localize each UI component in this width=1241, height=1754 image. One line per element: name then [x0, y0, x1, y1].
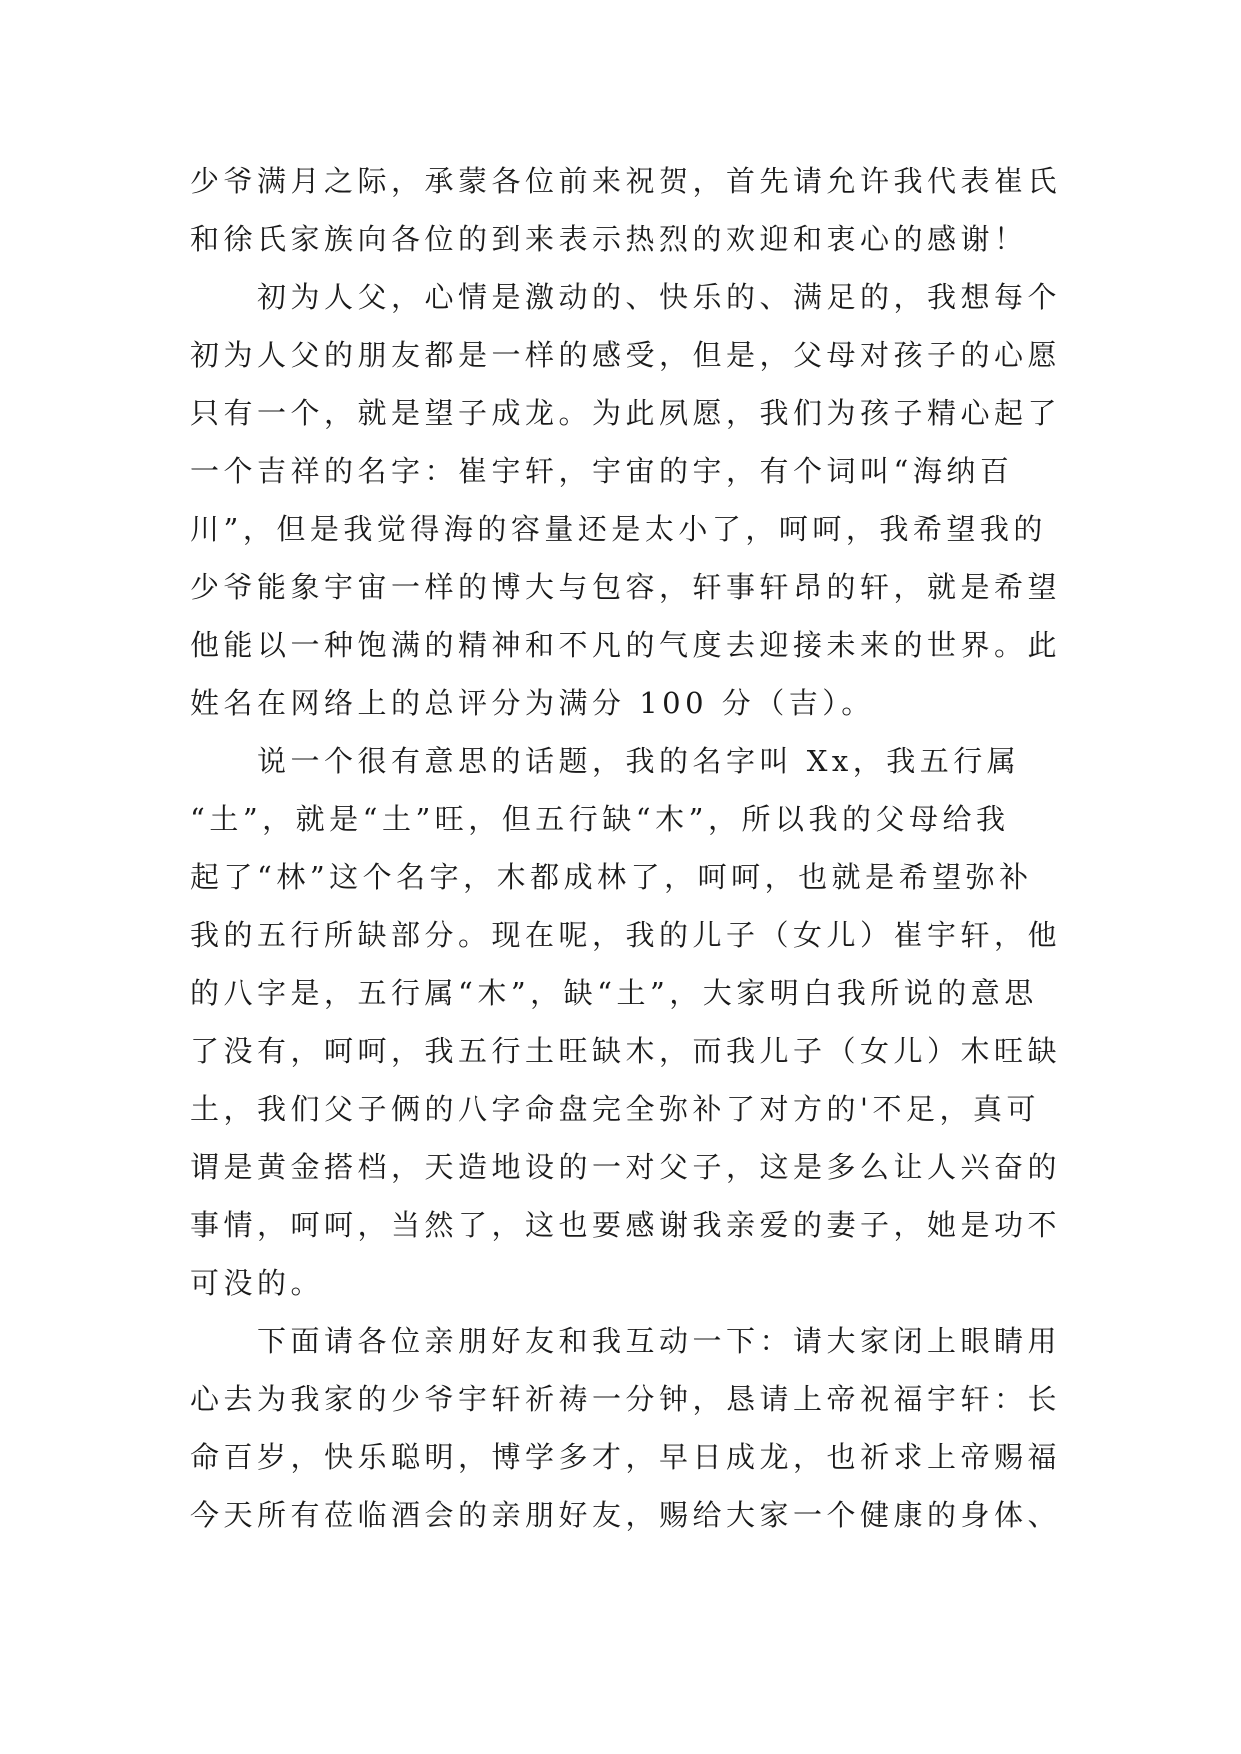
text-line: 初为人父的朋友都是一样的感受，但是，父母对孩子的心愿 — [190, 338, 1062, 372]
text-line: 川”，但是我觉得海的容量还是太小了，呵呵，我希望我的 — [190, 512, 1047, 546]
text-line: 姓名在网络上的总评分为满分 100 分（吉）。 — [190, 686, 875, 720]
text-line: 他能以一种饱满的精神和不凡的气度去迎接未来的世界。此 — [190, 628, 1062, 662]
text-line: 谓是黄金搭档，天造地设的一对父子，这是多么让人兴奋的 — [190, 1150, 1062, 1184]
text-line: 一个吉祥的名字：崔宇轩，宇宙的宇，有个词叫“海纳百 — [190, 454, 1014, 488]
text-line: 只有一个，就是望子成龙。为此夙愿，我们为孩子精心起了 — [190, 396, 1062, 430]
text-line: 和徐氏家族向各位的到来表示热烈的欢迎和衷心的感谢！ — [190, 222, 1028, 256]
text-line: 少爷能象宇宙一样的博大与包容，轩事轩昂的轩，就是希望 — [190, 570, 1062, 604]
text-line: 可没的。 — [190, 1266, 325, 1300]
paragraph-start-line: 说一个很有意思的话题，我的名字叫 Xx，我五行属 — [190, 744, 1021, 778]
text-line: 心去为我家的少爷宇轩祈祷一分钟，恳请上帝祝福宇轩：长 — [190, 1382, 1062, 1416]
text-line: 土，我们父子俩的八字命盘完全弥补了对方的'不足，真可 — [190, 1092, 1040, 1126]
text-line: 少爷满月之际，承蒙各位前来祝贺，首先请允许我代表崔氏 — [190, 164, 1062, 198]
text-line: 了没有，呵呵，我五行土旺缺木，而我儿子（女儿）木旺缺 — [190, 1034, 1062, 1068]
text-line: 我的五行所缺部分。现在呢，我的儿子（女儿）崔宇轩，他 — [190, 918, 1062, 952]
text-line: “土”，就是“土”旺，但五行缺“木”，所以我的父母给我 — [190, 802, 1010, 836]
text-line: 起了“林”这个名字，木都成林了，呵呵，也就是希望弥补 — [190, 860, 1033, 894]
paragraph-start-line: 下面请各位亲朋好友和我互动一下：请大家闭上眼睛用 — [190, 1324, 1062, 1358]
text-line: 今天所有莅临酒会的亲朋好友，赐给大家一个健康的身体、 — [190, 1498, 1062, 1532]
document-body — [190, 152, 1062, 1544]
text-line: 命百岁，快乐聪明，博学多才，早日成龙，也祈求上帝赐福 — [190, 1440, 1062, 1474]
paragraph-start-line: 初为人父，心情是激动的、快乐的、满足的，我想每个 — [190, 280, 1062, 314]
text-line: 的八字是，五行属“木”，缺“土”，大家明白我所说的意思 — [190, 976, 1038, 1010]
text-line: 事情，呵呵，当然了，这也要感谢我亲爱的妻子，她是功不 — [190, 1208, 1062, 1242]
